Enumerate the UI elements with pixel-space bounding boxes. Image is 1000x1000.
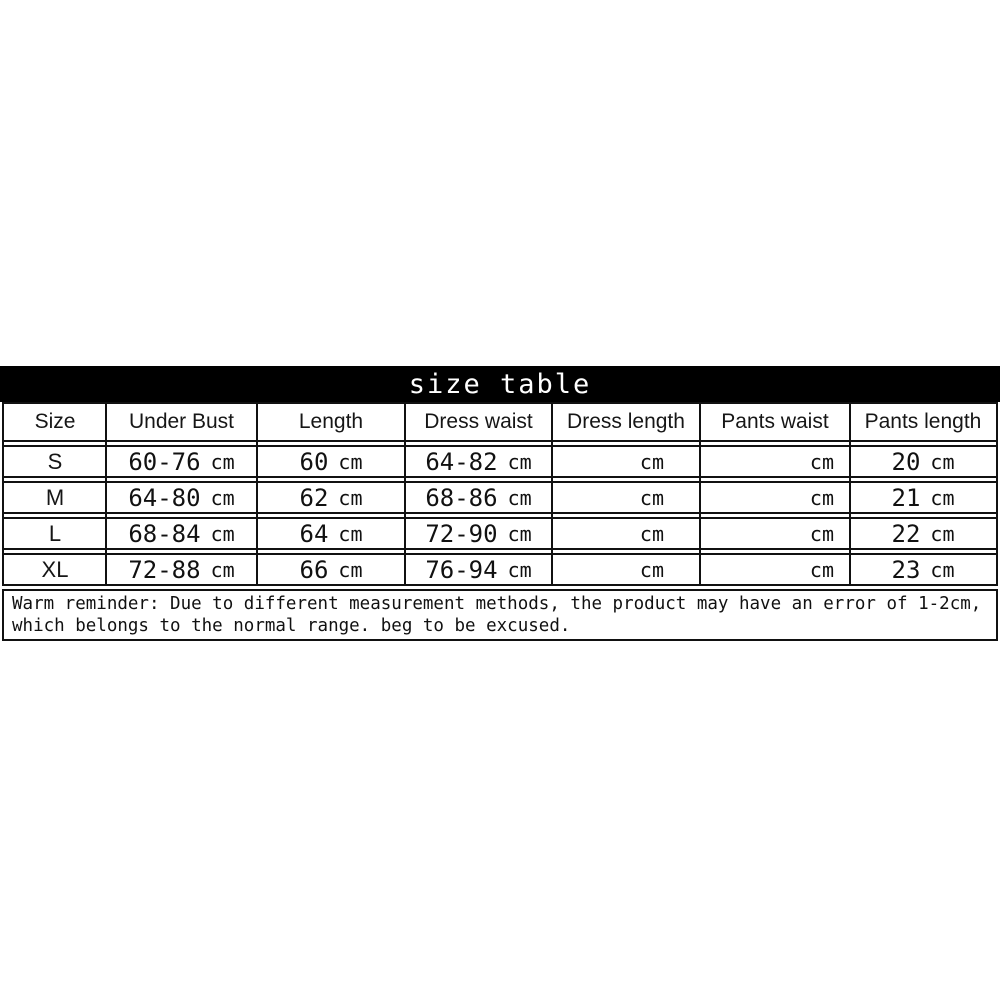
under-bust-cell: [106, 483, 257, 512]
dress-length-cell: [552, 555, 700, 584]
dress-length-cell: [552, 483, 700, 512]
size-cell: [4, 555, 106, 584]
unit-label: cm: [338, 521, 363, 546]
unit-label: cm: [210, 521, 235, 546]
unit-label: cm: [930, 557, 955, 582]
measurement-value: 60-76: [128, 447, 201, 476]
measurement-value: 76-94: [425, 555, 498, 584]
column-header-pants-length: Pants length: [864, 410, 982, 433]
unit-label: cm: [639, 557, 664, 582]
pants-length-cell: [850, 447, 996, 476]
measurement-value: 68-86: [425, 483, 498, 512]
column-divider: [551, 402, 553, 586]
size-cell: [4, 519, 106, 548]
column-header-size: Size: [34, 410, 76, 433]
unit-label: cm: [507, 521, 532, 546]
column-header-pants-waist: Pants waist: [721, 410, 829, 433]
unit-label: cm: [639, 485, 664, 510]
measurement-value: 22: [891, 519, 921, 548]
pants-waist-cell: [700, 447, 850, 476]
measurement-value: 23: [891, 555, 921, 584]
length-cell: [257, 447, 405, 476]
size-table: [2, 402, 998, 641]
dress-length-cell: [552, 519, 700, 548]
unit-label: cm: [930, 449, 955, 474]
column-divider: [699, 402, 701, 586]
under-bust-cell: [106, 447, 257, 476]
unit-label: cm: [210, 449, 235, 474]
unit-label: cm: [930, 521, 955, 546]
pants-waist-cell: [700, 519, 850, 548]
size-label: L: [48, 520, 62, 546]
size-label: XL: [41, 556, 69, 582]
size-label: S: [47, 448, 63, 474]
unit-label: cm: [809, 485, 834, 510]
unit-label: cm: [809, 557, 834, 582]
size-cell: [4, 483, 106, 512]
length-cell: [257, 555, 405, 584]
table-left-border: [2, 402, 4, 586]
unit-label: cm: [809, 449, 834, 474]
measurement-value: 72-90: [425, 519, 498, 548]
column-divider: [849, 402, 851, 586]
reminder-line-1: Warm reminder: Due to different measurement methods, the product may have an error of 1-2cm,: [12, 594, 982, 614]
column-divider: [105, 402, 107, 586]
measurement-value: 66: [299, 555, 329, 584]
reminder-line-2: which belongs to the normal range. beg to be excused.: [12, 616, 571, 636]
unit-label: cm: [338, 485, 363, 510]
unit-label: cm: [507, 485, 532, 510]
column-divider: [256, 402, 258, 586]
pants-waist-cell: [700, 555, 850, 584]
unit-label: cm: [210, 485, 235, 510]
length-cell: [257, 519, 405, 548]
column-header-length: Length: [298, 410, 364, 433]
unit-label: cm: [338, 557, 363, 582]
unit-label: cm: [507, 557, 532, 582]
size-chart: [0, 366, 1000, 641]
size-label: M: [45, 484, 65, 510]
dress-waist-cell: [405, 519, 552, 548]
unit-label: cm: [639, 521, 664, 546]
measurement-value: 64-80: [128, 483, 201, 512]
measurement-value: 64: [299, 519, 329, 548]
dress-waist-cell: [405, 483, 552, 512]
under-bust-cell: [106, 555, 257, 584]
unit-label: cm: [639, 449, 664, 474]
measurement-value: 60: [299, 447, 329, 476]
reminder-note: [2, 589, 998, 641]
measurement-value: 21: [891, 483, 921, 512]
chart-title: size table: [408, 368, 592, 400]
measurement-value: 72-88: [128, 555, 201, 584]
length-cell: [257, 483, 405, 512]
dress-waist-cell: [405, 447, 552, 476]
column-header-dress-length: Dress length: [567, 410, 685, 433]
title-bar: [0, 366, 1000, 402]
measurement-value: 62: [299, 483, 329, 512]
unit-label: cm: [809, 521, 834, 546]
unit-label: cm: [338, 449, 363, 474]
pants-waist-cell: [700, 483, 850, 512]
size-cell: [4, 447, 106, 476]
dress-waist-cell: [405, 555, 552, 584]
unit-label: cm: [507, 449, 532, 474]
table-right-border: [996, 402, 998, 586]
measurement-value: 20: [891, 447, 921, 476]
column-header-dress-waist: Dress waist: [424, 410, 533, 433]
column-divider: [404, 402, 406, 586]
unit-label: cm: [930, 485, 955, 510]
under-bust-cell: [106, 519, 257, 548]
measurement-value: 68-84: [128, 519, 201, 548]
pants-length-cell: [850, 519, 996, 548]
pants-length-cell: [850, 483, 996, 512]
pants-length-cell: [850, 555, 996, 584]
measurement-value: 64-82: [425, 447, 498, 476]
column-header-under-bust: Under Bust: [128, 410, 235, 433]
unit-label: cm: [210, 557, 235, 582]
dress-length-cell: [552, 447, 700, 476]
